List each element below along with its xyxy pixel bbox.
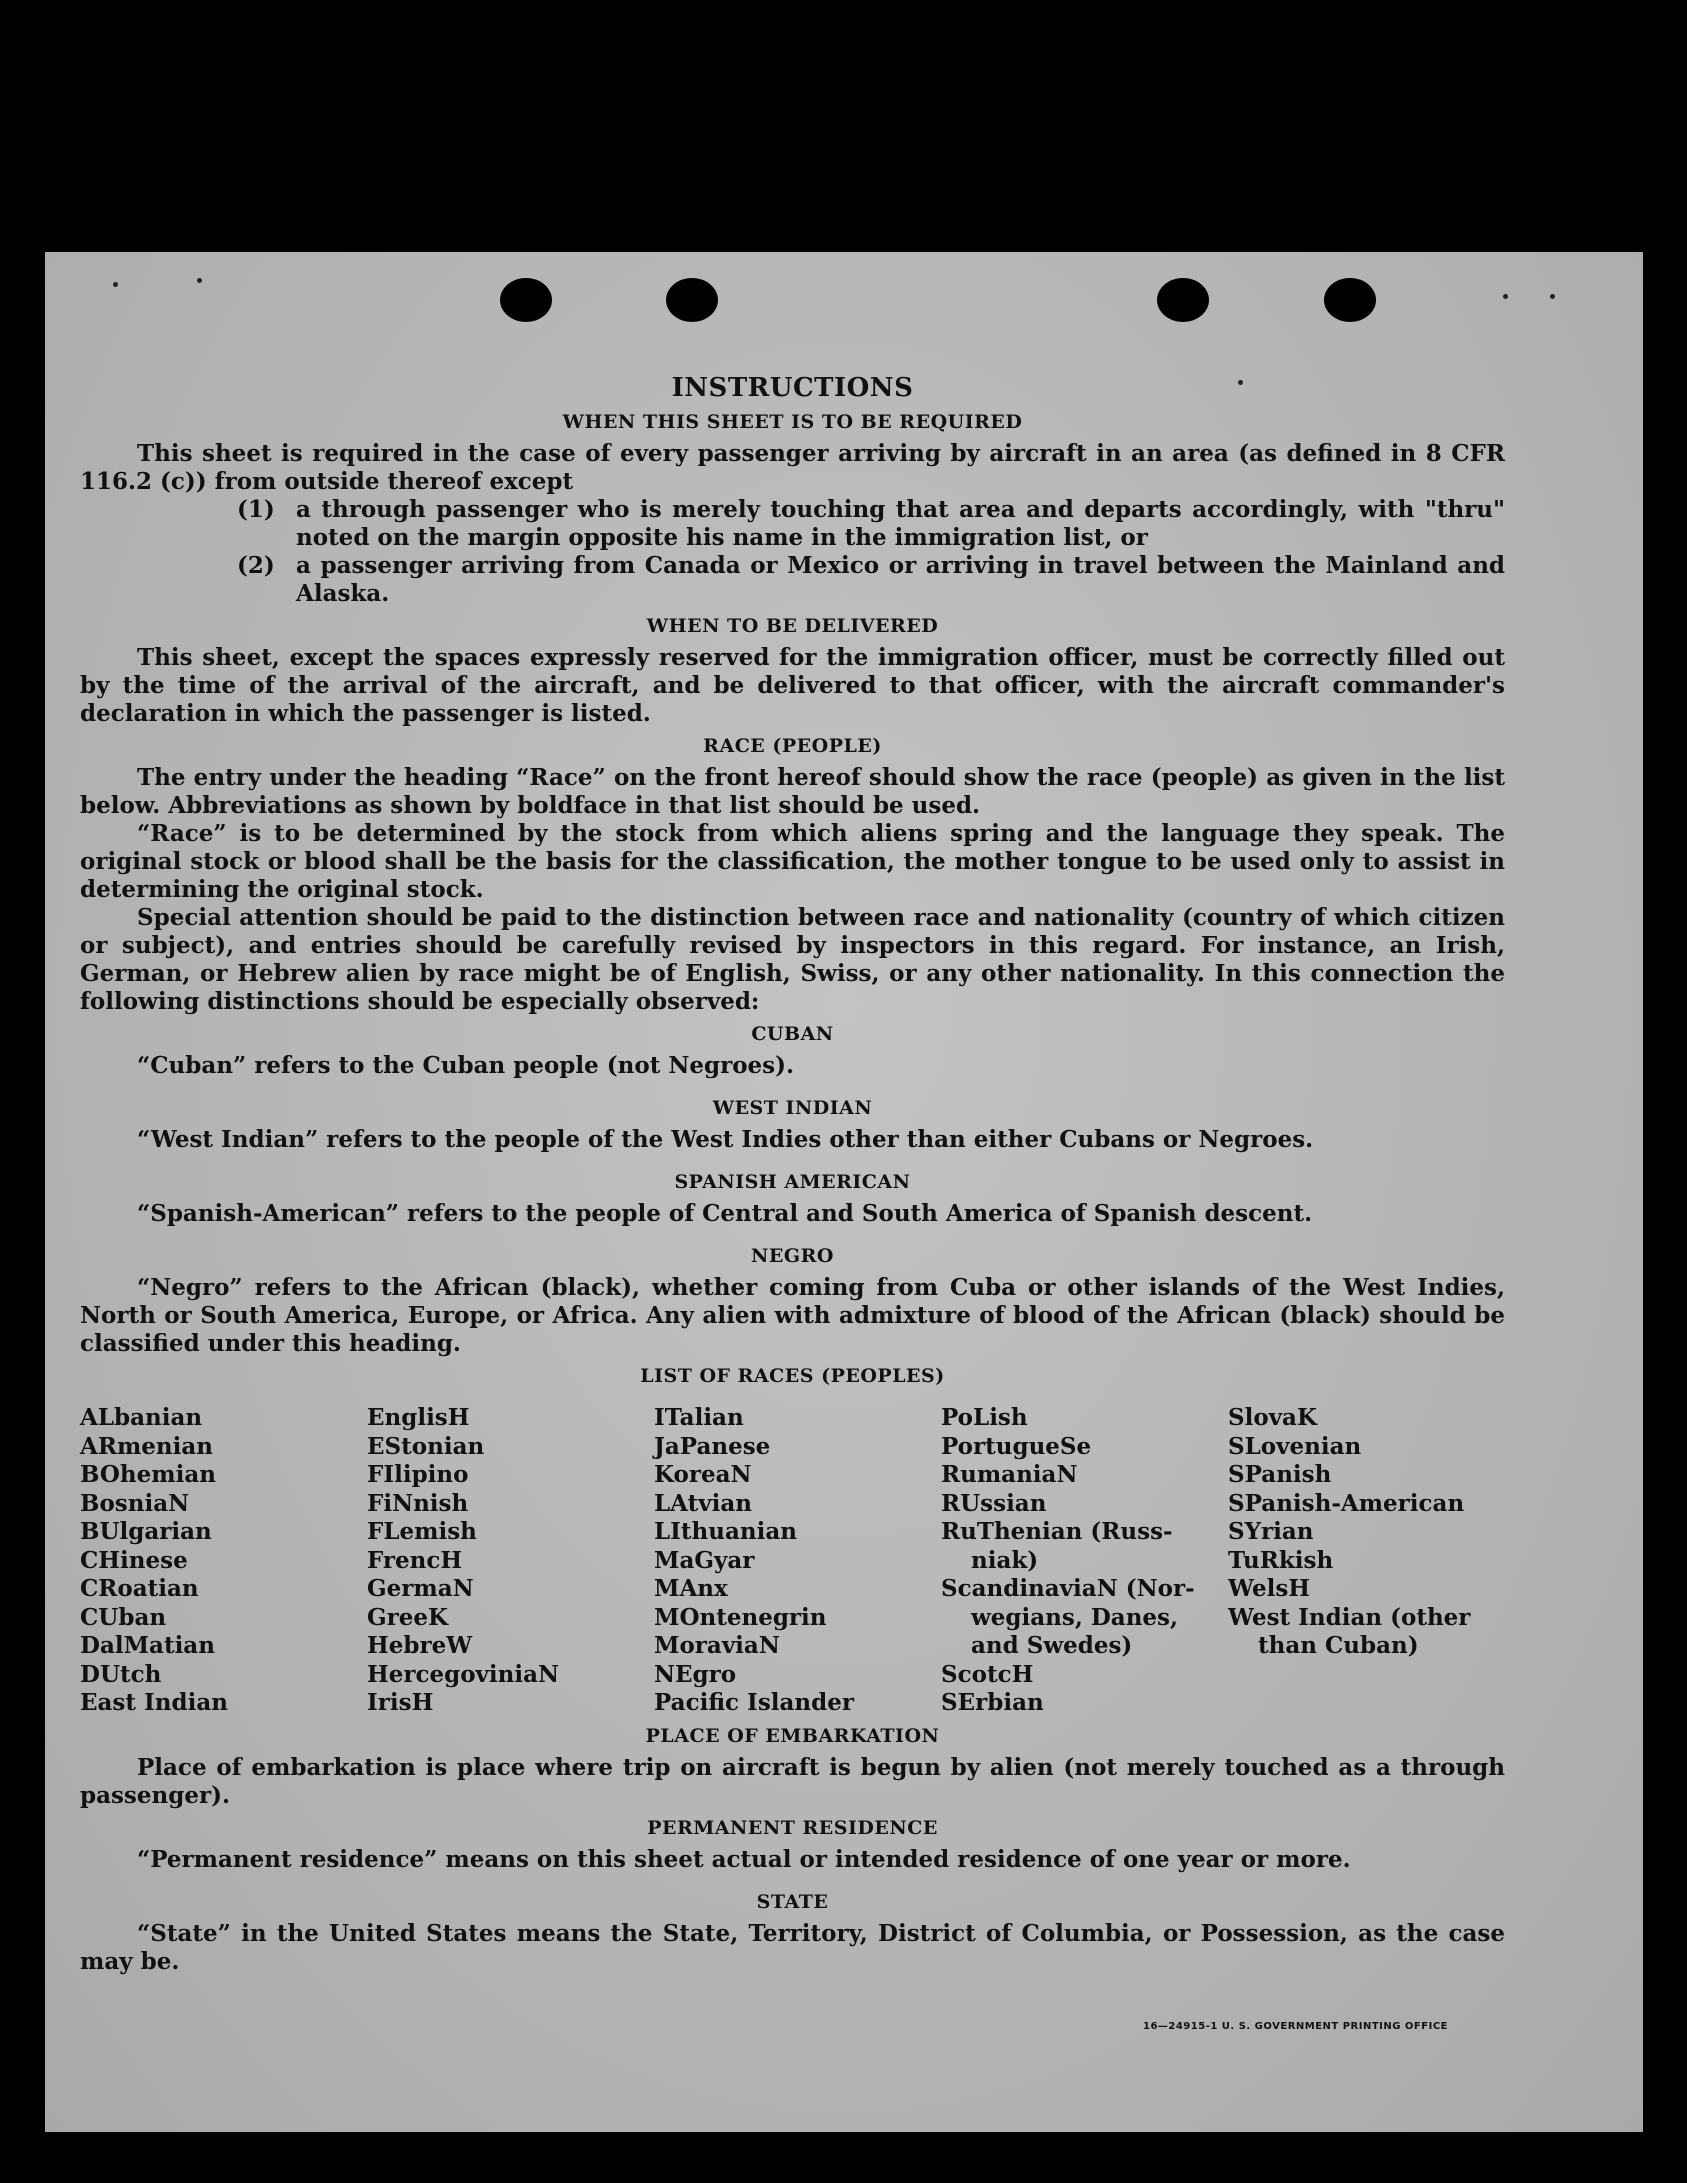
race-entry: FiNnish bbox=[367, 1489, 469, 1517]
spanish-american-paragraph: “Spanish-American” refers to the people of Central and South America of Spanish descent. bbox=[137, 1200, 1313, 1227]
race-entry: Pacific Islander bbox=[654, 1689, 854, 1716]
race-entry: RuThenian (Russ- bbox=[941, 1518, 1173, 1545]
race-entry: JaPanese bbox=[654, 1432, 771, 1460]
punch-hole bbox=[666, 278, 718, 322]
punch-hole bbox=[1157, 278, 1209, 322]
paper-speck bbox=[197, 278, 202, 283]
race-entry: SPanish bbox=[1228, 1461, 1332, 1488]
exception-number: (2) bbox=[237, 552, 275, 579]
embarkation-paragraph: Place of embarkation is place where trip on aircraft is begun by alien (not merely touched as a through passenger). bbox=[80, 1753, 1505, 1809]
heading-spanish-american: SPANISH AMERICAN bbox=[674, 1171, 911, 1193]
heading-west-indian: WEST INDIAN bbox=[712, 1097, 873, 1119]
race-paragraph: “Race” is to be determined by the stock from which aliens spring and the language they speak. The original stock or blood shall be the basis for the classification, the mother tongue to be used only to assist in determining the original stock. bbox=[80, 820, 1505, 903]
heading-cuban: CUBAN bbox=[751, 1023, 834, 1045]
race-entry: East Indian bbox=[80, 1689, 228, 1716]
exception-item bbox=[237, 496, 1505, 552]
heading-race: RACE (PEOPLE) bbox=[703, 735, 882, 757]
races-list bbox=[80, 1404, 1505, 1718]
race-entry: RUssian bbox=[941, 1489, 1047, 1517]
exception-number: (1) bbox=[237, 496, 275, 523]
race-entry: SYrian bbox=[1228, 1518, 1314, 1545]
race-entry: CRoatian bbox=[80, 1575, 199, 1602]
race-entry: EStonian bbox=[367, 1432, 485, 1460]
race-entry: West Indian (other bbox=[1228, 1603, 1471, 1631]
race-entry: CUban bbox=[80, 1603, 167, 1631]
race-entry: FIlipino bbox=[367, 1461, 469, 1488]
race-entry: ScandinaviaN (Nor- bbox=[941, 1575, 1195, 1602]
paper-speck bbox=[113, 282, 118, 287]
paper-speck bbox=[1503, 294, 1508, 299]
race-entry: EnglisH bbox=[367, 1404, 470, 1431]
race-entry: LIthuanian bbox=[654, 1518, 797, 1545]
race-entry: LAtvian bbox=[654, 1489, 752, 1517]
race-entry: ALbanian bbox=[80, 1404, 203, 1431]
race-entry-continuation: wegians, Danes, bbox=[971, 1603, 1178, 1631]
races-column bbox=[367, 1404, 654, 1718]
race-entry-continuation: niak) bbox=[971, 1546, 1039, 1574]
heading-permanent-residence: PERMANENT RESIDENCE bbox=[647, 1816, 938, 1839]
race-entry-continuation: than Cuban) bbox=[1258, 1632, 1419, 1659]
race-entry: MOntenegrin bbox=[654, 1603, 827, 1631]
race-entry: SErbian bbox=[941, 1689, 1044, 1716]
race-entry: PoLish bbox=[941, 1404, 1028, 1431]
when-required-paragraph: This sheet is required in the case of every passenger arriving by aircraft in an area (as defined in 8 CFR 116.2 (c)) from outside thereof except bbox=[80, 440, 1505, 495]
instructions-body bbox=[80, 374, 1505, 1976]
state-paragraph: “State” in the United States means the State, Territory, District of Columbia, or Possession, as the case may be. bbox=[80, 1919, 1505, 1975]
exception-item bbox=[237, 552, 1505, 608]
race-paragraph: The entry under the heading “Race” on the front hereof should show the race (people) as given in the list below. Abbreviations as shown by boldface in that list should be used. bbox=[80, 764, 1505, 819]
race-entry: BOhemian bbox=[80, 1461, 216, 1488]
race-entry: SlovaK bbox=[1228, 1404, 1317, 1431]
exception-text: a through passenger who is merely touching that area and departs accordingly, with "thru" noted on the margin opposite his name in the immigration list, or bbox=[296, 496, 1505, 551]
race-entry: KoreaN bbox=[654, 1461, 752, 1488]
race-entry: MaGyar bbox=[654, 1546, 755, 1574]
paper-speck bbox=[1550, 294, 1555, 299]
race-entry: MoraviaN bbox=[654, 1632, 780, 1659]
heading-races-list: LIST OF RACES (PEOPLES) bbox=[640, 1365, 945, 1387]
race-entry: IrisH bbox=[367, 1689, 434, 1716]
race-entry: DUtch bbox=[80, 1660, 162, 1688]
race-entry: MAnx bbox=[654, 1575, 728, 1602]
race-entry: GermaN bbox=[367, 1575, 474, 1602]
punch-hole bbox=[1324, 278, 1376, 322]
race-entry: TuRkish bbox=[1228, 1546, 1334, 1574]
race-entry: FLemish bbox=[367, 1518, 477, 1545]
race-entry: NEgro bbox=[654, 1660, 737, 1688]
race-entry: PortugueSe bbox=[941, 1432, 1092, 1460]
race-entry: GreeK bbox=[367, 1603, 449, 1631]
races-column bbox=[941, 1404, 1228, 1718]
races-column bbox=[654, 1404, 941, 1718]
race-entry: ScotcH bbox=[941, 1660, 1034, 1688]
heading-state: STATE bbox=[756, 1890, 829, 1913]
race-entry: SPanish-American bbox=[1228, 1489, 1465, 1517]
race-paragraph: Special attention should be paid to the distinction between race and nationality (country of which citizen or subject), and entries should be carefully revised by inspectors in this regard. For instance, an Irish, German, or Hebrew alien by race might be of English, Swiss, or any other nationality. In this connection the following distinctions should be especially observed: bbox=[80, 904, 1505, 1015]
punch-hole bbox=[500, 278, 552, 322]
races-column bbox=[1228, 1404, 1515, 1718]
when-delivered-paragraph: This sheet, except the spaces expressly reserved for the immigration officer, must be correctly filled out by the time of the arrival of the aircraft, and be delivered to that officer, with the aircraft commander's declaration in which the passenger is listed. bbox=[80, 644, 1505, 727]
page-title: INSTRUCTIONS bbox=[671, 373, 914, 403]
race-entry-continuation: and Swedes) bbox=[971, 1632, 1133, 1659]
cuban-paragraph: “Cuban” refers to the Cuban people (not Negroes). bbox=[137, 1052, 795, 1079]
west-indian-paragraph: “West Indian” refers to the people of the West Indies other than either Cubans or Negroes. bbox=[137, 1126, 1314, 1153]
race-entry: HebreW bbox=[367, 1632, 473, 1659]
heading-embarkation: PLACE OF EMBARKATION bbox=[645, 1724, 940, 1747]
race-entry: FrencH bbox=[367, 1546, 463, 1574]
heading-negro: NEGRO bbox=[751, 1245, 834, 1267]
race-entry: BUlgarian bbox=[80, 1518, 212, 1545]
race-entry: ITalian bbox=[654, 1404, 744, 1431]
race-entry: BosniaN bbox=[80, 1489, 190, 1517]
race-entry: DalMatian bbox=[80, 1632, 215, 1659]
exception-text: a passenger arriving from Canada or Mexico or arriving in travel between the Mainland and Alaska. bbox=[296, 552, 1505, 607]
instruction-sheet bbox=[45, 252, 1643, 2132]
race-entry: ARmenian bbox=[80, 1432, 214, 1460]
negro-paragraph: “Negro” refers to the African (black), whether coming from Cuba or other islands of the West Indies, North or South America, Europe, or Africa. Any alien with admixture of blood of the African (black) should be classified under this heading. bbox=[80, 1274, 1505, 1357]
race-entry: WelsH bbox=[1228, 1575, 1311, 1602]
race-entry: CHinese bbox=[80, 1546, 188, 1574]
printing-office-footer: 16—24915-1 U. S. GOVERNMENT PRINTING OFFICE bbox=[1143, 2021, 1448, 2032]
race-entry: RumaniaN bbox=[941, 1461, 1078, 1488]
race-entry: SLovenian bbox=[1228, 1432, 1362, 1460]
heading-when-required: WHEN THIS SHEET IS TO BE REQUIRED bbox=[562, 411, 1023, 433]
residence-paragraph: “Permanent residence” means on this sheet actual or intended residence of one year or more. bbox=[137, 1845, 1351, 1873]
heading-when-delivered: WHEN TO BE DELIVERED bbox=[646, 615, 939, 637]
race-entry: HercegoviniaN bbox=[367, 1660, 560, 1688]
races-column bbox=[80, 1404, 367, 1718]
